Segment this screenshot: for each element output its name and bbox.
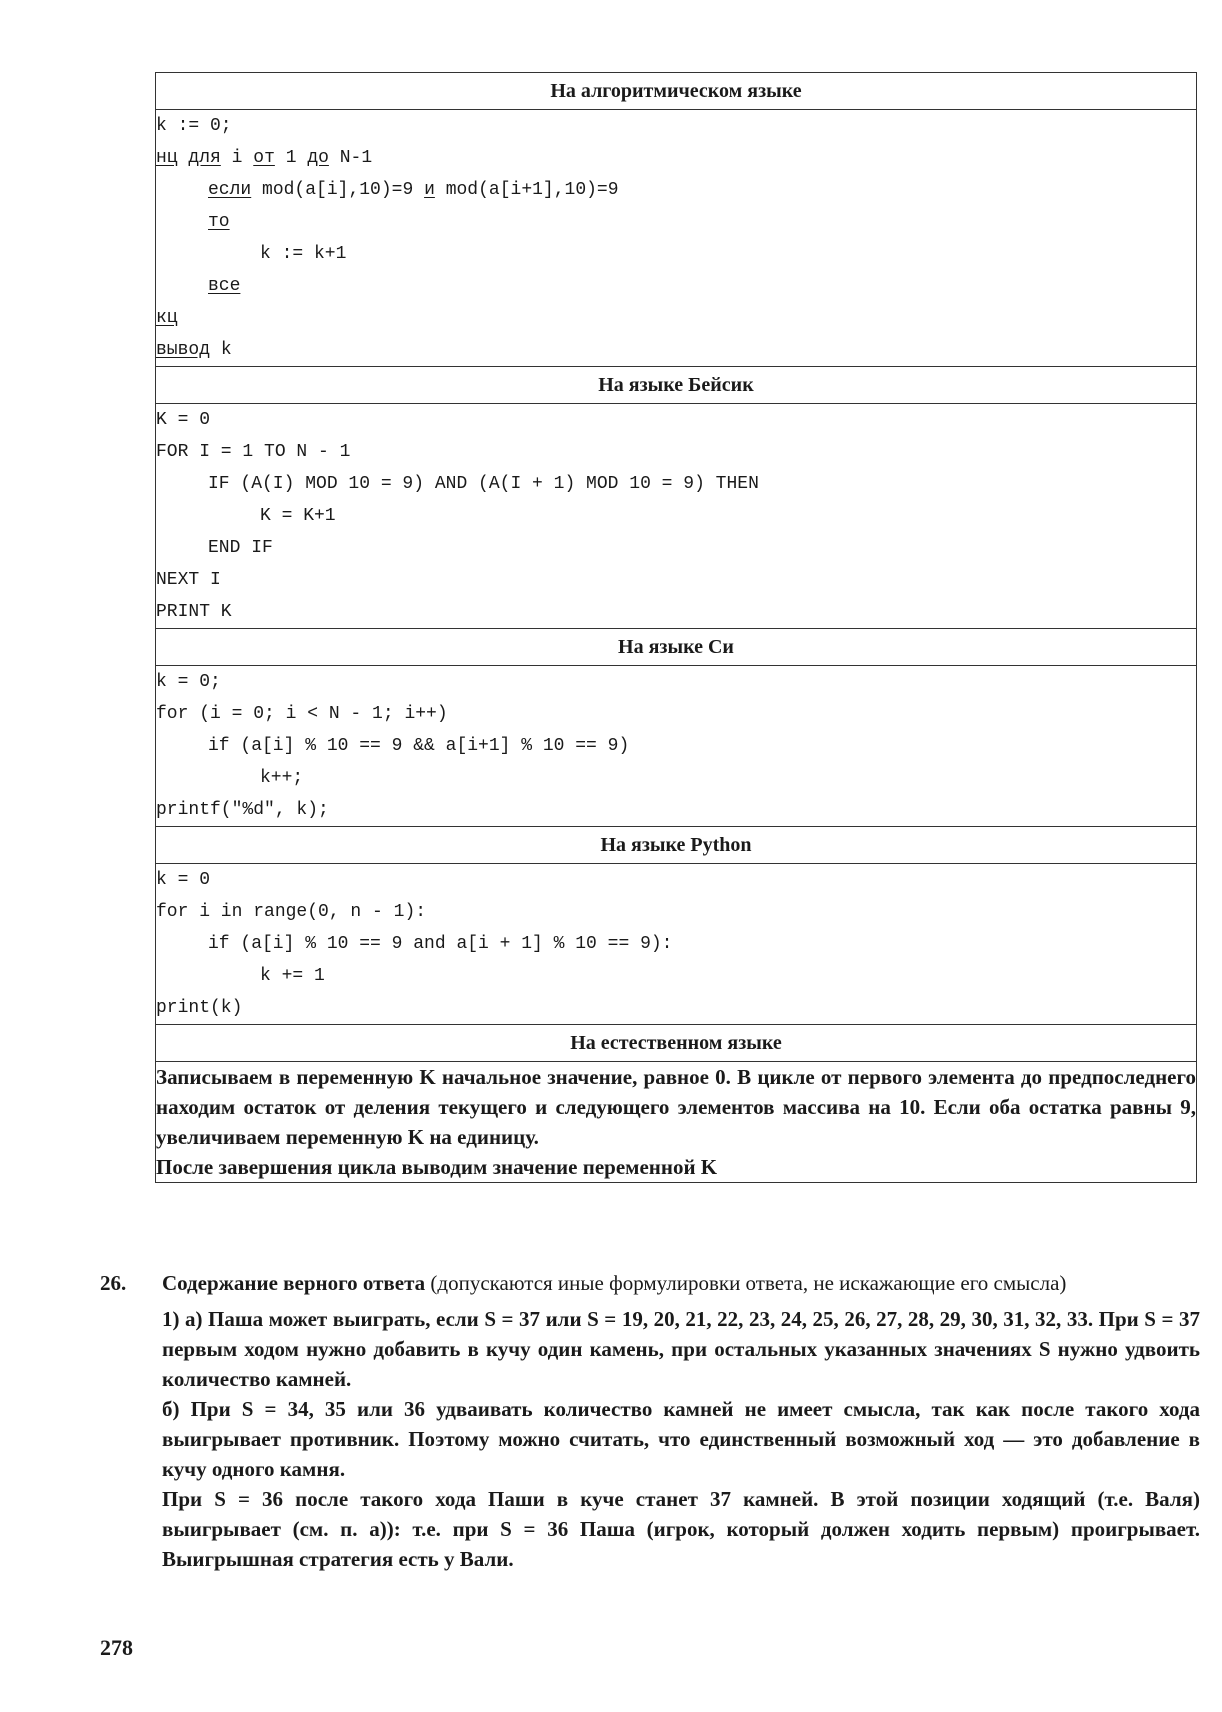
code-line: K = K+1	[260, 506, 336, 526]
code-line: for (i = 0; i < N - 1; i++)	[156, 704, 448, 724]
code-line: то	[208, 212, 230, 232]
task-intro-bold: Содержание верного ответа	[162, 1271, 426, 1295]
code-line: если mod(a[i],10)=9 и mod(a[i+1],10)=9	[208, 180, 619, 200]
code-line: вывод k	[156, 340, 232, 360]
python-heading: На языке Python	[156, 827, 1197, 864]
code-line: NEXT I	[156, 570, 221, 590]
code-line: k := 0;	[156, 116, 232, 136]
natural-paragraph: Записываем в переменную K начальное значение, равное 0. В цикле от первого элемента до предпоследнего находим остаток от деления текущего и следующего элементов массива на 10. Если оба остатка равны 9, увеличиваем переменную K на единицу.	[156, 1065, 1196, 1149]
code-line: кц	[156, 308, 178, 328]
code-line: K = 0	[156, 410, 211, 430]
code-line: k = 0;	[156, 672, 221, 692]
c-code	[156, 666, 1197, 827]
code-line: printf("%d", k);	[156, 800, 329, 820]
code-line: IF (A(I) MOD 10 = 9) AND (A(I + 1) MOD 10 = 9) THEN	[208, 474, 759, 494]
algo-code	[156, 110, 1197, 367]
code-line: END IF	[208, 538, 273, 558]
code-line: k = 0	[156, 870, 211, 890]
task-intro-rest: (допускаются иные формулировки ответа, не искажающие его смысла)	[425, 1271, 1067, 1295]
basic-heading: На языке Бейсик	[156, 367, 1197, 404]
basic-code	[156, 404, 1197, 629]
algo-heading: На алгоритмическом языке	[156, 73, 1197, 110]
code-line: PRINT K	[156, 602, 232, 622]
task-paragraph: При S = 36 после такого хода Паши в куче станет 37 камней. В этой позиции ходящий (т.е. Валя) выигрывает (см. п. а)): т.е. при S = 36 Паша (игрок, который должен ходить первым) проигрывает. Выигрышная стратегия есть у Вали.	[162, 1487, 1200, 1571]
task-body	[162, 1268, 1200, 1574]
code-line: k++;	[260, 768, 304, 788]
page-number: 278	[100, 1635, 133, 1660]
code-line: FOR I = 1 TO N - 1	[156, 442, 351, 462]
python-code	[156, 864, 1197, 1025]
natural-paragraph: После завершения цикла выводим значение переменной K	[156, 1155, 718, 1179]
natural-heading: На естественном языке	[156, 1025, 1197, 1062]
task-intro	[162, 1268, 1200, 1298]
task-paragraph: б) При S = 34, 35 или 36 удваивать количество камней не имеет смысла, так как после такого хода выигрывает противник. Поэтому можно считать, что единственный возможный ход — это добавление в кучу одного камня.	[162, 1397, 1200, 1481]
algorithm-table	[155, 72, 1197, 1183]
code-line: нц для i от 1 до N-1	[156, 148, 373, 168]
code-line: if (a[i] % 10 == 9 and a[i + 1] % 10 == 9):	[208, 934, 673, 954]
task-number: 26.	[100, 1271, 127, 1295]
c-heading: На языке Си	[156, 629, 1197, 666]
code-line: if (a[i] % 10 == 9 && a[i+1] % 10 == 9)	[208, 736, 630, 756]
code-line: все	[208, 276, 241, 296]
code-line: print(k)	[156, 998, 243, 1018]
code-line: k += 1	[260, 966, 325, 986]
task-26	[100, 1268, 1200, 1574]
code-line: for i in range(0, n - 1):	[156, 902, 427, 922]
code-line: k := k+1	[260, 244, 347, 264]
task-paragraph: 1) а) Паша может выиграть, если S = 37 или S = 19, 20, 21, 22, 23, 24, 25, 26, 27, 28, 29, 30, 31, 32, 33. При S = 37 первым ходом нужно добавить в кучу один камень, при остальных указанных значениях S нужно удвоить количество камней.	[162, 1307, 1200, 1391]
natural-text	[156, 1062, 1197, 1183]
